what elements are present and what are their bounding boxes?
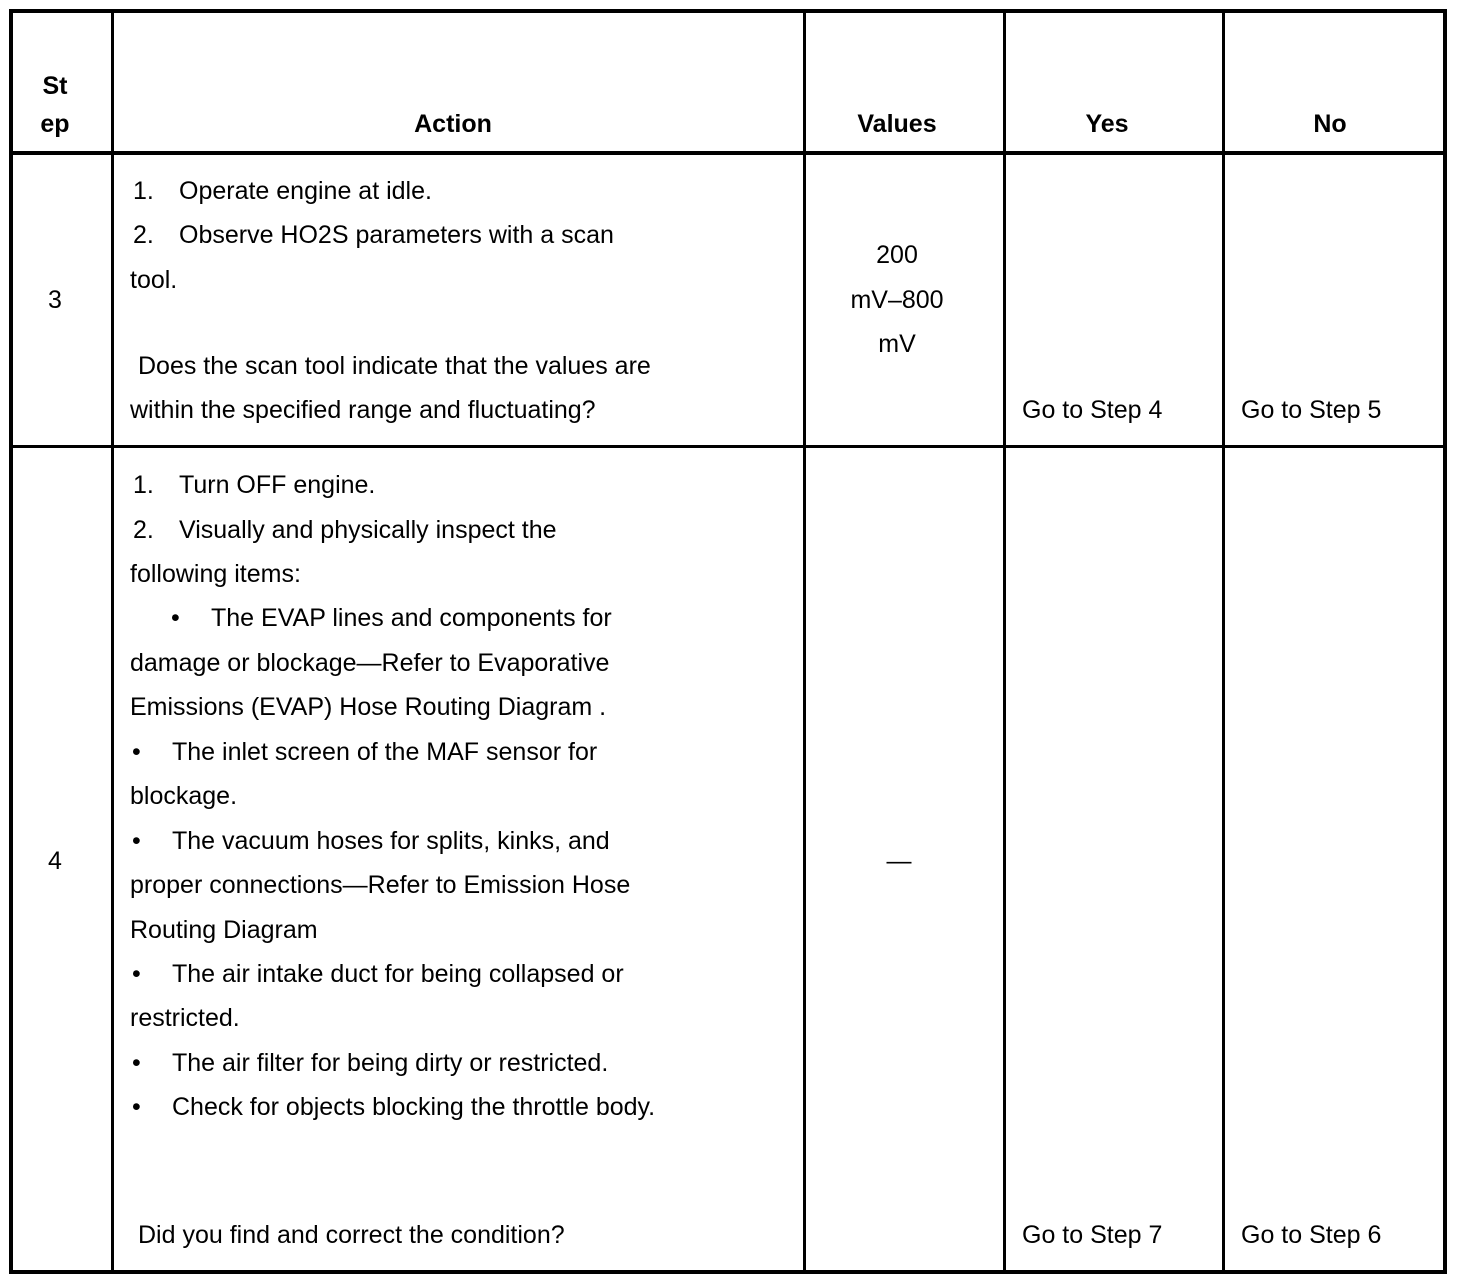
column-divider-step xyxy=(111,9,114,1274)
step-number: 3 xyxy=(48,286,62,314)
yes-link: Go to Step 7 xyxy=(1022,1221,1163,1249)
values-line3: mV xyxy=(878,330,916,358)
header-divider xyxy=(9,151,1447,155)
bullet-text: The EVAP lines and components for xyxy=(211,604,612,632)
table-border-bottom xyxy=(9,1270,1447,1274)
bullet-text: The air filter for being dirty or restricted. xyxy=(172,1049,609,1077)
bullet-item xyxy=(132,1047,608,1079)
header-values: Values xyxy=(857,110,937,138)
bullet-continued: Routing Diagram xyxy=(130,916,318,944)
item-text: Operate engine at idle. xyxy=(179,177,432,205)
bullet-continued: proper connections—Refer to Emission Hose xyxy=(130,871,631,899)
bullet-icon: • xyxy=(171,604,180,632)
action-item-1 xyxy=(133,175,432,207)
yes-link: Go to Step 4 xyxy=(1022,396,1163,424)
values-line2: mV–800 xyxy=(850,286,944,314)
action-item-2 xyxy=(133,514,557,546)
bullet-continued: Emissions (EVAP) Hose Routing Diagram . xyxy=(130,693,607,721)
item-number: 2. xyxy=(133,516,154,544)
values-dash: — xyxy=(886,847,912,875)
action-item-2 xyxy=(133,219,614,251)
bullet-continued: blockage. xyxy=(130,782,238,810)
bullet-icon: • xyxy=(132,738,141,766)
bullet-text: The inlet screen of the MAF sensor for xyxy=(172,738,598,766)
table-border-left xyxy=(9,9,13,1274)
bullet-item xyxy=(132,825,610,857)
bullet-continued: damage or blockage—Refer to Evaporative xyxy=(130,649,610,677)
no-link: Go to Step 6 xyxy=(1241,1221,1382,1249)
bullet-item xyxy=(171,602,612,634)
header-no: No xyxy=(1313,110,1347,138)
item-text: Observe HO2S parameters with a scan xyxy=(179,221,614,249)
bullet-continued: restricted. xyxy=(130,1004,240,1032)
column-divider-values xyxy=(1003,9,1006,1274)
column-divider-action xyxy=(803,9,806,1274)
header-step-line2: ep xyxy=(40,110,70,138)
step-number: 4 xyxy=(48,847,62,875)
bullet-icon: • xyxy=(132,827,141,855)
action-question-line2: within the specified range and fluctuating? xyxy=(130,396,596,424)
no-link: Go to Step 5 xyxy=(1241,396,1382,424)
row-divider xyxy=(9,445,1447,448)
table-border-right xyxy=(1443,9,1447,1274)
action-item-1 xyxy=(133,469,375,501)
header-step-line1: St xyxy=(42,72,68,100)
bullet-text: The vacuum hoses for splits, kinks, and xyxy=(172,827,610,855)
bullet-text: Check for objects blocking the throttle body. xyxy=(172,1093,656,1121)
bullet-icon: • xyxy=(132,1049,141,1077)
bullet-icon: • xyxy=(132,960,141,988)
bullet-text: The air intake duct for being collapsed or xyxy=(172,960,624,988)
action-question-line1: Does the scan tool indicate that the values are xyxy=(138,352,651,380)
header-action: Action xyxy=(414,110,492,138)
item-number: 1. xyxy=(133,471,154,499)
bullet-item xyxy=(132,1091,655,1123)
values-line1: 200 xyxy=(876,241,918,269)
action-item-2-continued: following items: xyxy=(130,560,301,588)
bullet-item xyxy=(132,736,597,768)
item-number: 2. xyxy=(133,221,154,249)
item-text: Visually and physically inspect the xyxy=(179,516,557,544)
action-item-2-continued: tool. xyxy=(130,266,178,294)
header-yes: Yes xyxy=(1085,110,1129,138)
column-divider-yes xyxy=(1222,9,1225,1274)
bullet-icon: • xyxy=(132,1093,141,1121)
action-question: Did you find and correct the condition? xyxy=(138,1221,565,1249)
bullet-item xyxy=(132,958,624,990)
item-text: Turn OFF engine. xyxy=(179,471,376,499)
item-number: 1. xyxy=(133,177,154,205)
table-border-top xyxy=(9,9,1447,13)
